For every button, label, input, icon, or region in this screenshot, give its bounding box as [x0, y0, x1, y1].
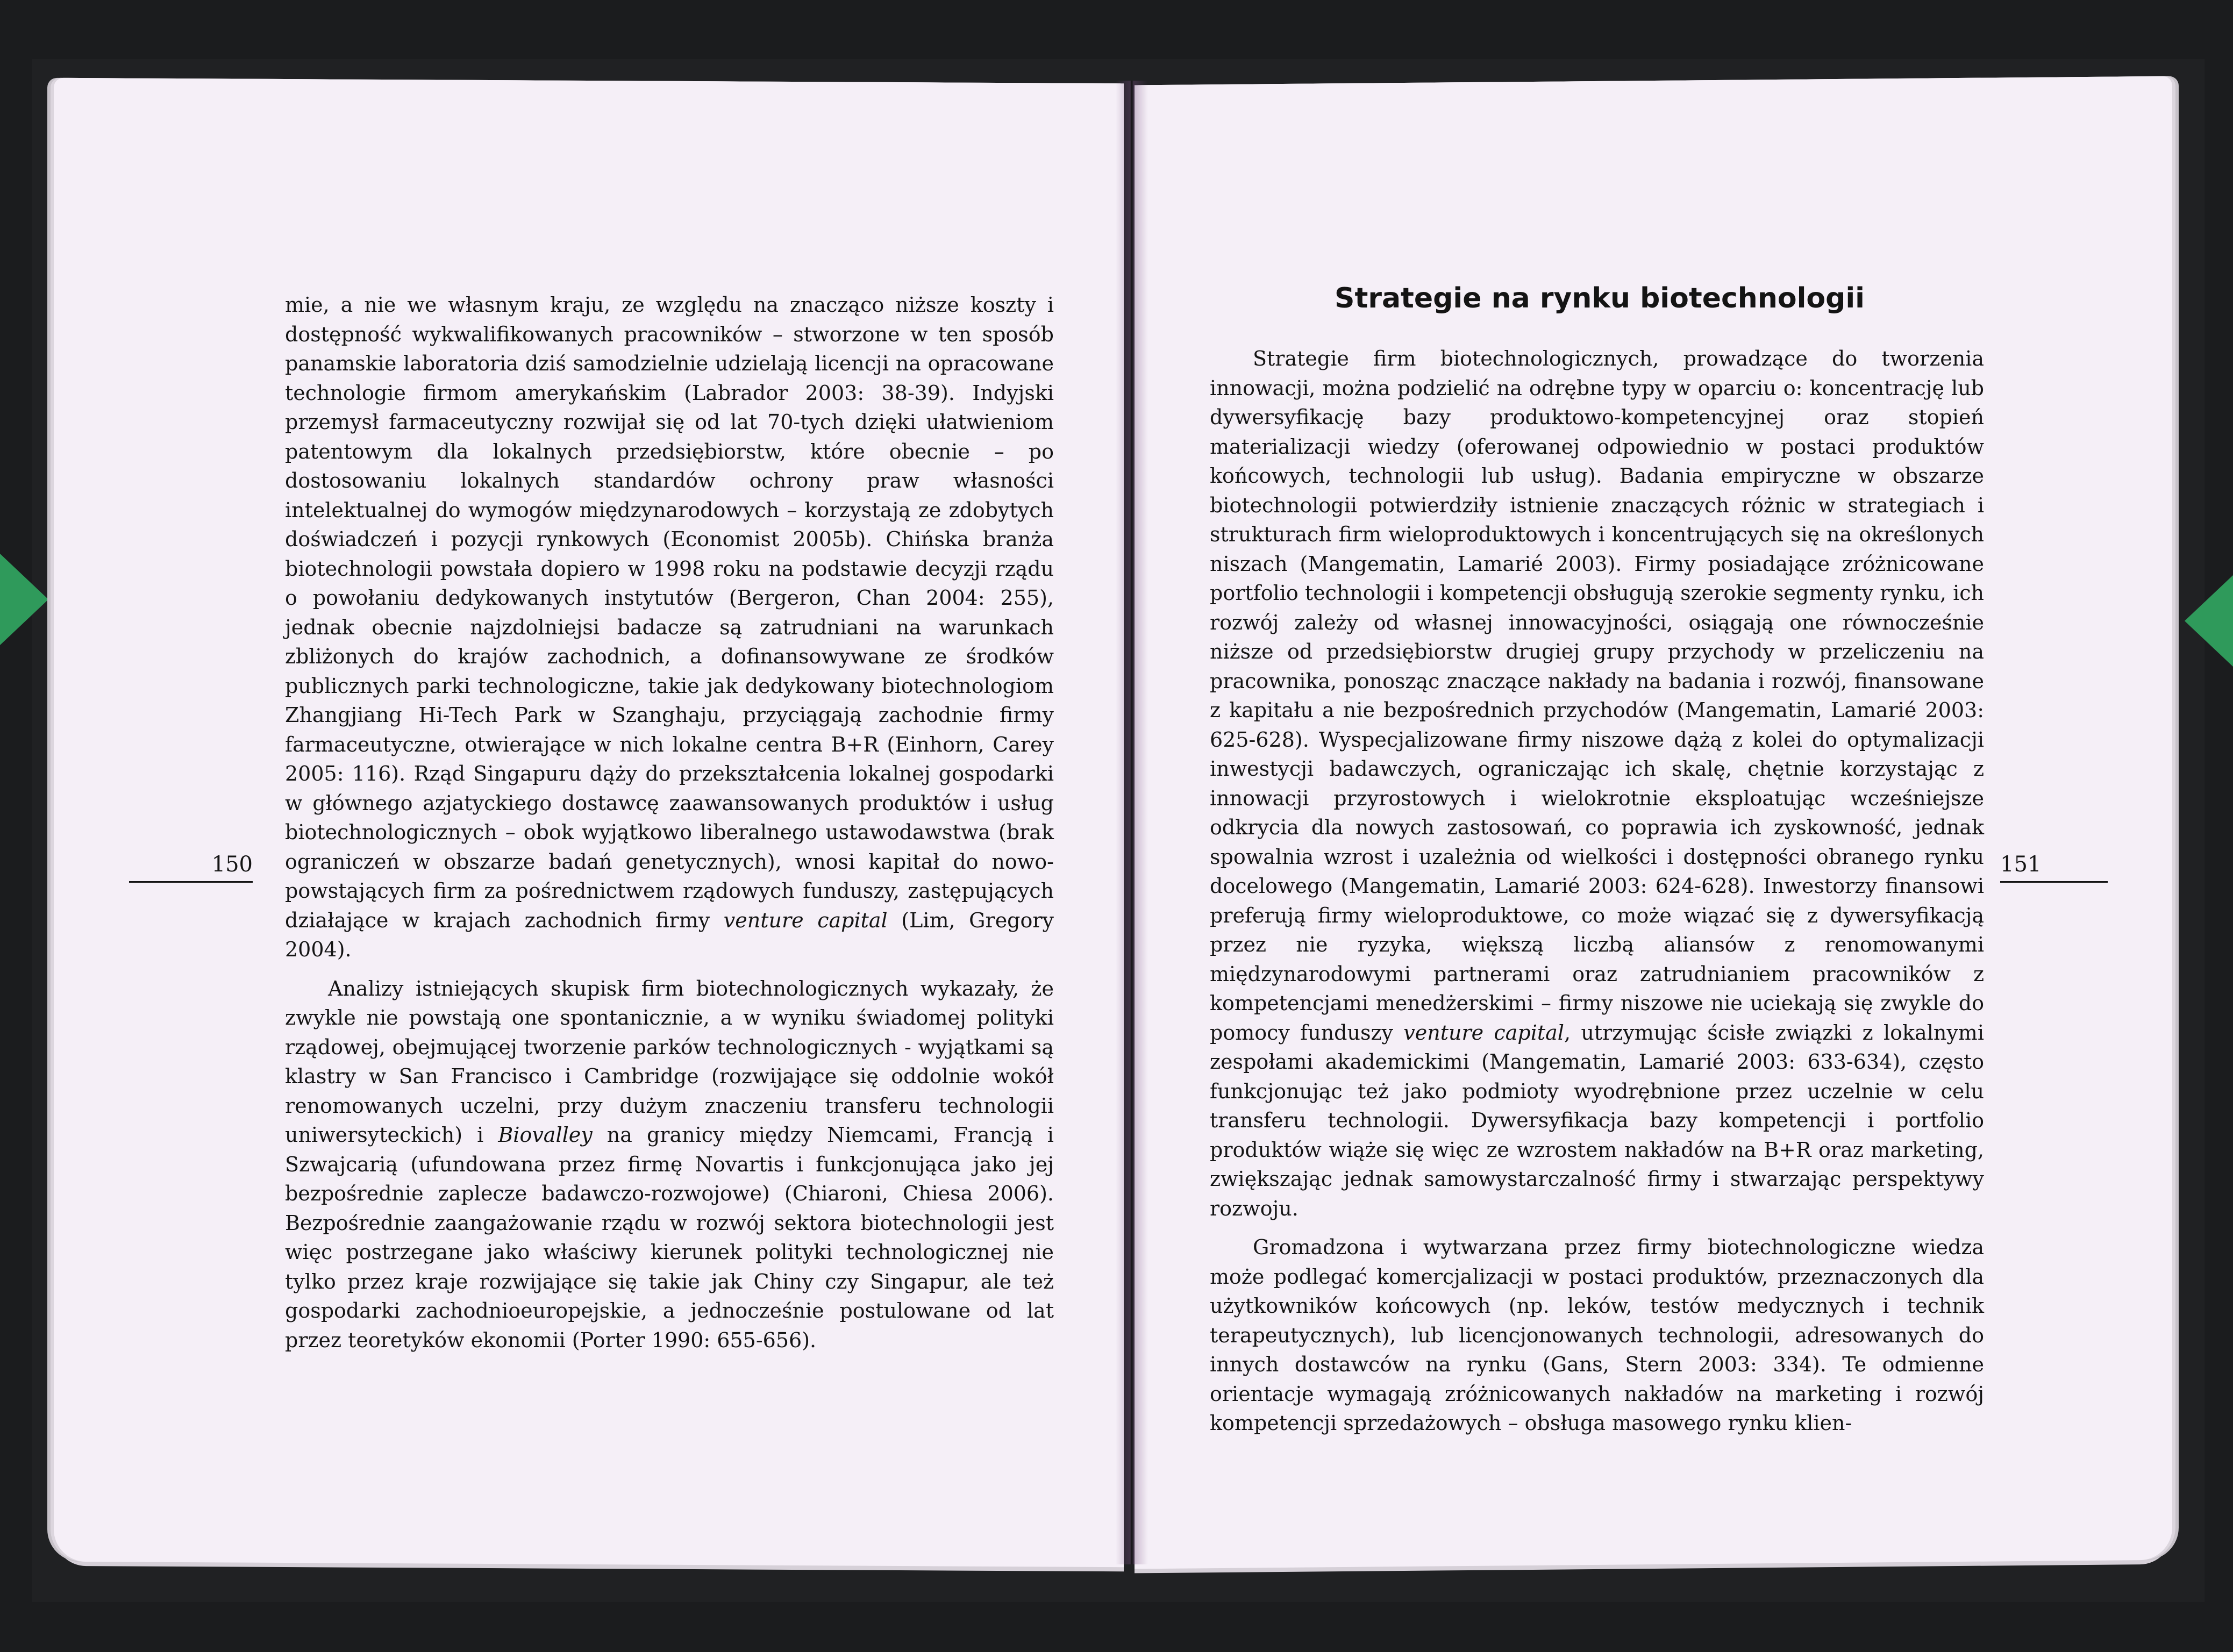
right-paragraph-2-text: Gromadzona i wytwarzana przez firmy biotechnologiczne wiedza może podlegać komercjalizacji w postaci produktów, przeznaczonych dla użytkowników końcowych (np. leków, testów medycznych i technik terapeutycznych), lub licencjonowanych technologii, adresowanych do innych dostawców na rynku (Gans, Stern 2003: 334). Te odmienne orientacje wymagają zróżnicowanych nakładów na marketing i rozwój kompetencji sprzedażowych – obsługa masowego rynku klien-	[1210, 1235, 1984, 1435]
right-paragraph-2	[1210, 1233, 1984, 1438]
book-spine	[1116, 81, 1148, 1564]
left-paragraph-2-text: Analizy istniejących skupisk firm biotechnologicznych wykazały, że zwykle nie powstają one spontanicznie, a w wyniku świadomej polityki rządowej, obejmującej tworzenie parków technologicznych - wyjątkami są klastry w San Francisco i Cambridge (rozwijające się oddolnie wokół renomowanych uczelni, przy dużym znaczeniu transferu technologii uniwersyteckich) i	[285, 976, 1054, 1147]
right-page-number: 151	[2000, 852, 2108, 883]
venture-capital-term-right: venture capital	[1403, 1020, 1564, 1045]
left-paragraph-2	[285, 974, 1054, 1355]
section-title: Strategie na rynku biotechnologii	[1335, 282, 1865, 314]
venture-capital-term: venture capital	[723, 908, 888, 932]
left-page-text	[285, 290, 1054, 1355]
left-paragraph-1-end: (Lim, Gregory 2004).	[285, 908, 1054, 961]
right-page-text	[1210, 344, 1984, 1438]
right-paragraph-1	[1210, 344, 1984, 1223]
left-paragraph-1	[285, 290, 1054, 964]
left-paragraph-2-end: na granicy między Niemcami, Francją i Szwajcarią (ufundowana przez firmę Novartis i funkcjonująca jako jej bezpośrednie zaplecze badawczo-rozwojowe) (Chiaroni, Chiesa 2006). Bezpośrednie zaangażowanie rządu w rozwój sektora biotechnologii jest więc postrzegane jako właściwy kierunek polityki technologicznej nie tylko przez kraje rozwijające się takie jak Chiny czy Singapur, ale też gospodarki zachodnioeuropejskie, a jednocześnie postulowane od lat przez teoretyków ekonomii (Porter 1990: 655-656).	[285, 1123, 1054, 1352]
right-paragraph-1-text: Strategie firm biotechnologicznych, prowadzące do tworzenia innowacji, można podzielić na odrębne typy w oparciu o: koncentrację lub dywersyfikację bazy produktowo-kompetencyjnej oraz stopień materializacji wiedzy (oferowanej odpowiednio w postaci produktów końcowych, technologii lub usług). Badania empiryczne w obszarze biotechnologii potwierdziły istnienie znaczących różnic w strategiach i strukturach firm wieloproduktowych i koncentrujących się na określonych niszach (Mangematin, Lamarié 2003). Firmy posiadające zróżnicowane portfolio technologii i kompetencji obsługują szerokie segmenty rynku, ich rozwój zależy od własnej innowacyjności, osiągają one równocześnie niższe od przedsiębiorstw drugiej grupy przychody w przeliczeniu na pracownika, ponosząc znaczące nakłady na badania i rozwój, finansowane z kapitału a nie bezpośrednich przychodów (Mangematin, Lamarié 2003: 625-628). Wyspecjalizowane firmy niszowe dążą z kolei do optymalizacji inwestycji badawczych, ograniczając ich skalę, chętnie korzystając z innowacji przyrostowych i wielokrotnie eksploatując wcześniejsze odkrycia dla nowych zastosowań, co poprawia ich zyskowność, jednak spowalnia wzrost i uzależnia od wielkości i dostępności obranego rynku docelowego (Mangematin, Lamarié 2003: 624-628). Inwestorzy finansowi preferują firmy wieloproduktowe, co może wiązać się z dywersyfikacją przez nie ryzyka, większą liczbą aliansów z renomowanymi międzynarodowymi partnerami oraz zatrudnianiem pracowników z kompetencjami menedżerskimi – firmy niszowe nie uciekają się zwykle do pomocy funduszy	[1210, 347, 1984, 1045]
left-page-number: 150	[129, 852, 253, 883]
left-paragraph-1-text: mie, a nie we własnym kraju, ze względu na znacząco niższe koszty i dostępność wykwalifikowanych pracowników – stworzone w ten sposób panamskie laboratoria dziś samodzielnie udzielają licencji na opracowane technologie firmom amerykańskim (Labrador 2003: 38-39). Indyjski przemysł farmaceutyczny rozwijał się od lat 70-tych dzięki ułatwieniom patentowym dla lokalnych przedsiębiorstw, które obecnie – po dostosowaniu lokalnych standardów ochrony praw własności intelektualnej do wymogów międzynarodowych – korzystają ze zdobytych doświadczeń i pozycji rynkowych (Economist 2005b). Chińska branża biotechnologii powstała dopiero w 1998 roku na podstawie decyzji rządu o powołaniu dedykowanych instytutów (Bergeron, Chan 2004: 255), jednak obecnie najzdolniejsi badacze są zatrudniani na warunkach zbliżonych do krajów zachodnich, a dofinansowywane ze środków publicznych parki technologiczne, takie jak dedykowany biotechnologiom Zhangjiang Hi-Tech Park w Szanghaju, przyciągają zachodnie firmy farmaceutyczne, otwierające w nich lokalne centra B+R (Einhorn, Carey 2005: 116). Rząd Singapuru dąży do przekształcenia lokalnej gospodarki w głównego azjatyckiego dostawcę zaawansowanych produktów i usług biotechnologicznych – obok wyjątkowo liberalnego ustawodawstwa (brak ograniczeń w obszarze badań genetycznych), wnosi kapitał do nowo-powstających firm za pośrednictwem rządowych funduszy, zastępujących działające w krajach zachodnich firmy	[285, 293, 1054, 932]
right-paragraph-1-end: , utrzymując ścisłe związki z lokalnymi zespołami akademickimi (Mangematin, Lamarié 2003: 633-634), często funkcjonując też jako podmioty wyodrębnione przez uczelnie w celu transferu technologii. Dywersyfikacja bazy kompetencji i portfolio produktów wiąże się więc ze wzrostem nakładów na B+R oraz marketing, zwiększając jednak samowystarczalność firmy i stwarzając perspektywy rozwoju.	[1210, 1020, 1984, 1220]
biovalley-term: Biovalley	[498, 1123, 593, 1147]
